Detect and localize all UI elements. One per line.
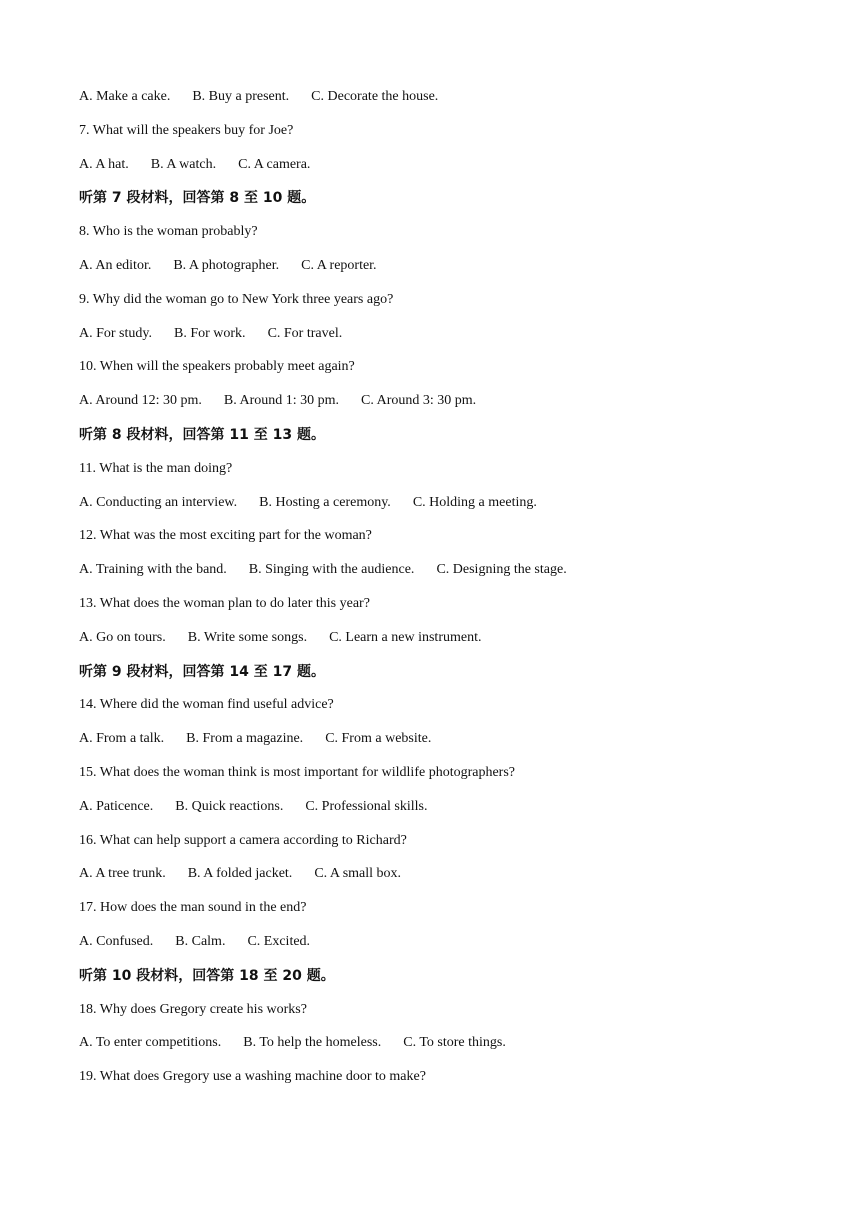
section-heading: 听第 9 段材料，回答第 14 至 17 题。 (79, 663, 325, 680)
answer-option: C. Designing the stage. (436, 562, 567, 578)
answer-option: A. For study. (79, 325, 152, 341)
question-text: 16. What can help support a camera according to Richard? (79, 832, 407, 848)
section-heading: 听第 7 段材料，回答第 8 至 10 题。 (79, 190, 316, 207)
answer-option: A. Paticence. (79, 798, 154, 814)
answer-option: B. A photographer. (173, 257, 280, 273)
answer-option: C. Professional skills. (305, 798, 428, 814)
answer-options (79, 1032, 819, 1066)
answer-option: B. A folded jacket. (187, 866, 293, 882)
answer-option: C. To store things. (403, 1035, 506, 1051)
answer-option: B. Around 1: 30 pm. (223, 393, 340, 409)
answer-option: B. For work. (174, 325, 246, 341)
answer-option: A. An editor. (79, 257, 152, 273)
question-text: 11. What is the man doing? (79, 460, 233, 476)
question-text: 8. Who is the woman probably? (79, 224, 258, 240)
answer-option: B. To help the homeless. (243, 1035, 382, 1051)
answer-options (79, 931, 819, 965)
question-text: 14. Where did the woman find useful advice? (79, 697, 334, 713)
answer-option: A. A tree trunk. (79, 866, 166, 882)
answer-options (79, 154, 819, 188)
answer-option: A. Around 12: 30 pm. (79, 393, 202, 409)
answer-option: B. Quick reactions. (175, 798, 284, 814)
answer-option: C. Excited. (247, 933, 311, 949)
answer-option: A. Go on tours. (79, 629, 166, 645)
answer-option: B. From a magazine. (186, 731, 304, 747)
question-text: 13. What does the woman plan to do later this year? (79, 595, 370, 611)
answer-options (79, 863, 819, 897)
question-text: 19. What does Gregory use a washing machine door to make? (79, 1069, 426, 1085)
question-text: 15. What does the woman think is most important for wildlife photographers? (79, 764, 515, 780)
answer-option: C. A reporter. (301, 257, 377, 273)
section-heading: 听第 8 段材料，回答第 11 至 13 题。 (79, 426, 325, 443)
answer-option: C. A small box. (314, 866, 402, 882)
answer-option: C. A camera. (238, 156, 311, 172)
answer-option: A. To enter competitions. (79, 1035, 222, 1051)
answer-option: B. Buy a present. (192, 89, 290, 104)
answer-option: C. Around 3: 30 pm. (361, 393, 477, 409)
question-text: 7. What will the speakers buy for Joe? (79, 122, 294, 138)
answer-option: C. For travel. (267, 325, 343, 341)
answer-option: B. Write some songs. (187, 629, 308, 645)
answer-option: C. From a website. (325, 731, 432, 747)
exam-page (79, 86, 819, 1100)
answer-options (79, 323, 819, 357)
question-text: 9. Why did the woman go to New York three years ago? (79, 291, 394, 307)
question-text: 12. What was the most exciting part for the woman? (79, 528, 372, 544)
answer-option: C. Holding a meeting. (412, 494, 537, 510)
section-heading: 听第 10 段材料，回答第 18 至 20 题。 (79, 967, 335, 984)
answer-options (79, 728, 819, 762)
answer-options (79, 559, 819, 593)
answer-option: A. Training with the band. (79, 562, 227, 578)
answer-option: A. Conducting an interview. (79, 494, 238, 510)
answer-options (79, 390, 819, 424)
answer-option: B. A watch. (150, 156, 217, 172)
answer-option: B. Calm. (175, 933, 226, 949)
answer-option: C. Learn a new instrument. (329, 629, 482, 645)
answer-option: A. From a talk. (79, 731, 165, 747)
answer-option: A. Make a cake. (79, 89, 171, 104)
answer-options (79, 86, 819, 120)
answer-options (79, 627, 819, 661)
question-text: 10. When will the speakers probably meet again? (79, 359, 355, 375)
answer-option: A. Confused. (79, 933, 154, 949)
question-text: 18. Why does Gregory create his works? (79, 1001, 307, 1017)
answer-option: A. A hat. (79, 156, 129, 172)
answer-options (79, 492, 819, 526)
answer-options (79, 255, 819, 289)
question-text: 17. How does the man sound in the end? (79, 900, 307, 916)
answer-option: C. Decorate the house. (311, 89, 439, 104)
answer-option: B. Hosting a ceremony. (259, 494, 391, 510)
answer-options (79, 796, 819, 830)
answer-option: B. Singing with the audience. (248, 562, 415, 578)
